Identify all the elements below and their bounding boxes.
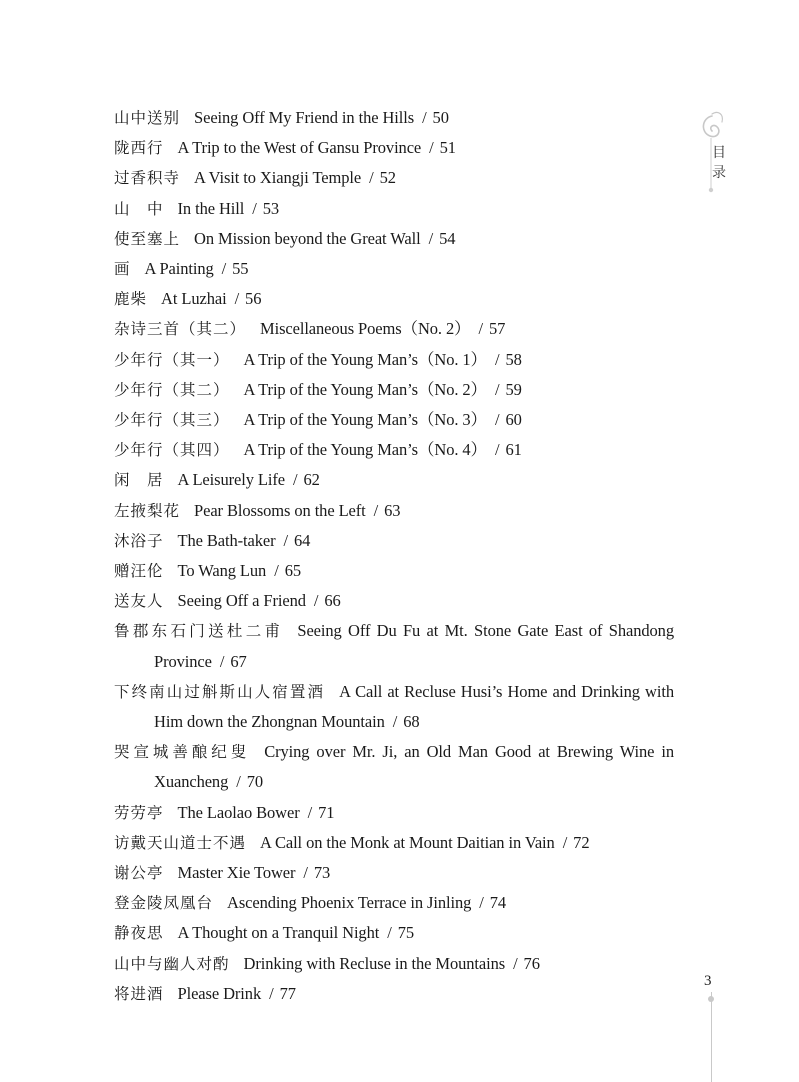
decorative-rule <box>711 992 712 1082</box>
entry-english-title: A Trip of the Young Man’s（No. 4） <box>243 440 487 460</box>
entry-chinese-title: 访戴天山道士不遇 <box>114 833 247 852</box>
entry-english-title: In the Hill <box>177 198 245 218</box>
entry-chinese-title: 闲 居 <box>114 471 164 490</box>
toc-entry[interactable] <box>114 465 674 495</box>
toc-entry[interactable] <box>114 254 674 284</box>
page-separator: / <box>219 651 225 671</box>
entry-page-number: 77 <box>279 983 296 1003</box>
page-separator: / <box>307 802 313 822</box>
entry-chinese-title: 劳劳亭 <box>114 803 164 822</box>
page-separator: / <box>392 712 398 732</box>
entry-page-number: 52 <box>379 168 396 188</box>
toc-entry[interactable] <box>114 798 674 828</box>
entry-page-number: 56 <box>245 289 262 309</box>
page-separator: / <box>292 470 298 490</box>
toc-entry[interactable] <box>114 526 674 556</box>
toc-entry[interactable] <box>114 888 674 918</box>
page-separator: / <box>494 349 500 369</box>
toc-entry[interactable] <box>114 314 674 344</box>
entry-english-title: A Call on the Monk at Mount Daitian in Vain <box>260 832 555 852</box>
table-of-contents <box>114 103 674 1009</box>
entry-english-title: Seeing Off My Friend in the Hills <box>194 108 415 127</box>
page-separator: / <box>313 591 319 611</box>
toc-entry[interactable] <box>114 918 674 948</box>
page-separator: / <box>369 168 374 188</box>
entry-chinese-title: 过香积寺 <box>114 169 181 188</box>
entry-english-title: A Painting <box>144 259 214 279</box>
toc-entry[interactable] <box>114 405 674 435</box>
entry-page-number: 62 <box>303 470 320 490</box>
entry-english-title: Please Drink <box>177 983 262 1003</box>
entry-english-title: The Bath-taker <box>177 530 276 550</box>
entry-page-number: 55 <box>232 259 249 279</box>
entry-chinese-title: 静夜思 <box>114 924 164 943</box>
entry-page-number: 73 <box>313 863 331 883</box>
entry-chinese-title: 下终南山过斛斯山人宿置酒 <box>114 682 326 701</box>
page-separator: / <box>428 228 434 248</box>
page-separator: / <box>494 410 500 430</box>
entry-chinese-title: 沐浴子 <box>114 531 164 550</box>
toc-entry[interactable] <box>114 979 674 1009</box>
entry-english-title: Master Xie Tower <box>177 863 296 883</box>
page-separator: / <box>562 832 568 852</box>
toc-entry[interactable] <box>114 375 674 405</box>
entry-page-number: 63 <box>384 500 401 520</box>
entry-chinese-title: 山中送别 <box>114 109 181 127</box>
section-label-char: 目 <box>712 145 726 161</box>
entry-chinese-title: 鲁郡东石门送杜二甫 <box>114 622 284 641</box>
entry-page-number: 54 <box>439 228 456 248</box>
page-number: 3 <box>704 973 712 989</box>
section-label-char: 录 <box>712 165 726 181</box>
entry-chinese-title: 少年行（其四） <box>114 441 230 460</box>
entry-chinese-title: 杂诗三首（其二） <box>114 320 247 339</box>
entry-chinese-title: 少年行（其三） <box>114 411 230 430</box>
toc-entry[interactable] <box>114 556 674 586</box>
section-label <box>711 143 727 183</box>
entry-page-number: 58 <box>505 349 522 369</box>
entry-page-number: 53 <box>262 198 280 218</box>
entry-english-title: A Call at Recluse Husi’s Home and Drinking with Him down the Zhongnan Mountain <box>154 681 674 732</box>
entry-page-number: 68 <box>403 712 420 732</box>
entry-chinese-title: 将进酒 <box>114 984 164 1003</box>
entry-chinese-title: 少年行（其二） <box>114 380 230 399</box>
entry-chinese-title: 送友人 <box>114 592 164 611</box>
entry-english-title: Miscellaneous Poems（No. 2） <box>260 319 471 339</box>
entry-chinese-title: 使至塞上 <box>114 229 181 248</box>
entry-chinese-title: 山 中 <box>114 199 164 218</box>
entry-page-number: 72 <box>573 832 590 852</box>
toc-entry[interactable] <box>114 435 674 465</box>
entry-english-title: Drinking with Recluse in the Mountains <box>243 953 506 973</box>
toc-entry[interactable] <box>114 949 674 979</box>
entry-english-title: A Thought on a Tranquil Night <box>177 923 380 943</box>
page-separator: / <box>274 561 279 581</box>
page-separator: / <box>373 500 379 520</box>
page-separator: / <box>236 772 241 792</box>
toc-entry[interactable] <box>114 194 674 224</box>
page-separator: / <box>234 289 240 309</box>
page-separator: / <box>478 319 484 339</box>
entry-english-title: Crying over Mr. Ji, an Old Man Good at Brewing Wine in Xuancheng <box>154 742 674 792</box>
toc-entry[interactable] <box>114 284 674 314</box>
toc-entry[interactable] <box>114 345 674 375</box>
entry-english-title: A Visit to Xiangji Temple <box>194 168 362 188</box>
entry-page-number: 76 <box>523 953 540 973</box>
page-separator: / <box>221 259 227 279</box>
entry-page-number: 67 <box>230 651 247 671</box>
entry-english-title: Pear Blossoms on the Left <box>194 500 366 520</box>
entry-page-number: 57 <box>489 319 506 339</box>
toc-entry[interactable] <box>114 586 674 616</box>
entry-chinese-title: 赠汪伦 <box>114 562 164 581</box>
entry-page-number: 59 <box>505 379 522 399</box>
entry-chinese-title: 山中与幽人对酌 <box>114 954 230 973</box>
toc-entry[interactable] <box>114 858 674 888</box>
entry-page-number: 65 <box>284 561 301 581</box>
toc-entry[interactable] <box>114 224 674 254</box>
entry-english-title: A Leisurely Life <box>177 470 285 490</box>
entry-english-title: Ascending Phoenix Terrace in Jinling <box>227 893 472 913</box>
page-separator: / <box>387 923 392 943</box>
entry-page-number: 50 <box>432 108 449 127</box>
page-separator: / <box>479 893 484 913</box>
entry-page-number: 71 <box>318 802 335 822</box>
toc-entry[interactable] <box>114 163 674 193</box>
entry-page-number: 75 <box>397 923 415 943</box>
page-separator: / <box>252 198 257 218</box>
entry-page-number: 61 <box>505 440 522 460</box>
toc-entry[interactable] <box>114 737 674 797</box>
entry-chinese-title: 哭宣城善酿纪叟 <box>114 743 251 762</box>
page-separator: / <box>494 379 500 399</box>
page-separator: / <box>429 138 434 158</box>
entry-chinese-title: 陇西行 <box>114 139 164 158</box>
entry-english-title: To Wang Lun <box>177 561 267 581</box>
entry-chinese-title: 登金陵凤凰台 <box>114 894 214 913</box>
entry-english-title: At Luzhai <box>161 289 227 309</box>
page-separator: / <box>494 440 500 460</box>
toc-entry[interactable] <box>114 133 674 163</box>
entry-page-number: 74 <box>489 893 507 913</box>
entry-page-number: 64 <box>294 530 311 550</box>
toc-entry[interactable] <box>114 677 674 737</box>
entry-page-number: 60 <box>505 410 522 430</box>
entry-english-title: A Trip of the Young Man’s（No. 3） <box>243 410 487 430</box>
entry-english-title: A Trip of the Young Man’s（No. 1） <box>243 349 487 369</box>
toc-entry[interactable] <box>114 103 674 133</box>
entry-english-title: Seeing Off a Friend <box>177 591 306 611</box>
toc-entry[interactable] <box>114 828 674 858</box>
entry-english-title: A Trip of the Young Man’s（No. 2） <box>243 379 487 399</box>
entry-chinese-title: 谢公亭 <box>114 864 164 883</box>
entry-english-title: Seeing Off Du Fu at Mt. Stone Gate East of Shandong Province <box>154 621 674 671</box>
page-separator: / <box>283 530 289 550</box>
page-separator: / <box>513 953 518 973</box>
page-separator: / <box>303 863 308 883</box>
entry-english-title: The Laolao Bower <box>177 802 300 822</box>
entry-page-number: 66 <box>324 591 341 611</box>
entry-english-title: On Mission beyond the Great Wall <box>194 228 421 248</box>
page-separator: / <box>422 108 427 127</box>
entry-chinese-title: 画 <box>114 260 131 279</box>
page-separator: / <box>269 983 274 1003</box>
entry-english-title: A Trip to the West of Gansu Province <box>177 138 422 158</box>
entry-page-number: 51 <box>439 138 456 158</box>
toc-entry[interactable] <box>114 616 674 676</box>
entry-chinese-title: 少年行（其一） <box>114 350 230 369</box>
entry-page-number: 70 <box>246 772 264 792</box>
toc-entry[interactable] <box>114 496 674 526</box>
entry-chinese-title: 左掖梨花 <box>114 501 181 520</box>
entry-chinese-title: 鹿柴 <box>114 290 148 309</box>
